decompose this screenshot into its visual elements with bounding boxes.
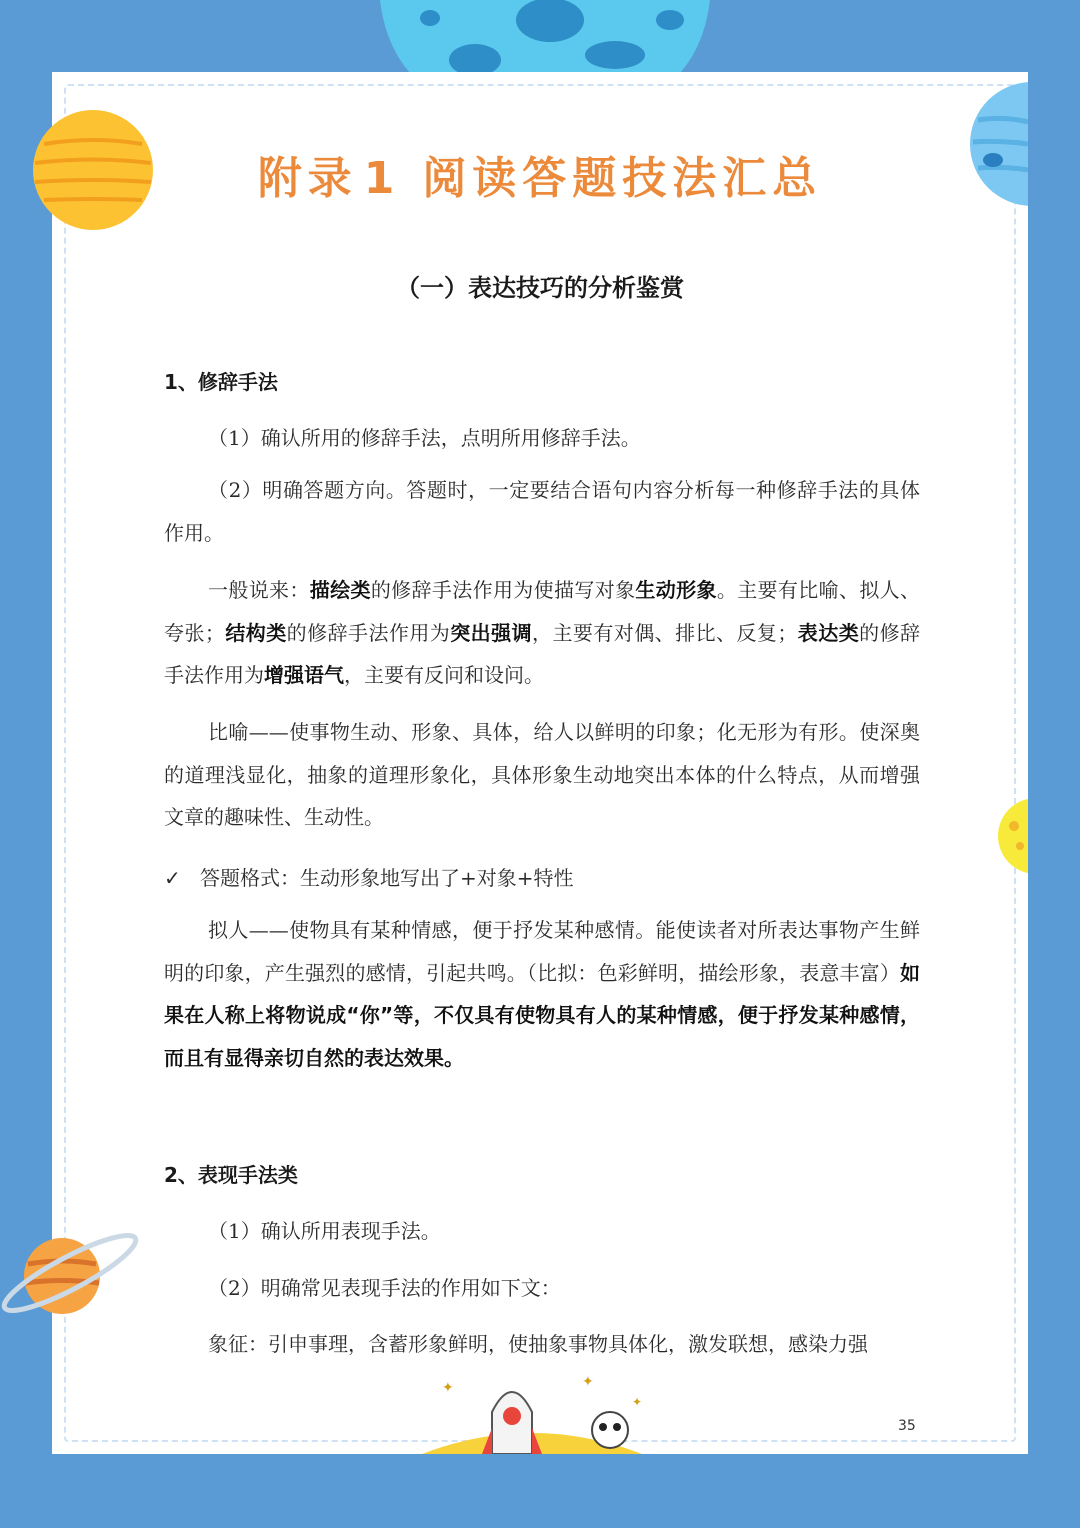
section1-heading: 1、修辞手法	[164, 370, 278, 394]
page-title	[0, 142, 1080, 206]
bold-run: 如果在人称上将物说成“你”等，不仅具有使物具有人的某种情感，便于抒发某种感情，而且有显得亲切自然的表达效果。	[164, 960, 920, 1070]
text-run: 的修辞手法作用为使描写对象	[370, 578, 636, 602]
bold-run: 生动形象	[635, 578, 717, 602]
section2-point1: （1）确认所用表现手法。	[208, 1219, 441, 1243]
checkmark-icon: ✓	[164, 866, 181, 890]
title-prefix: 附录	[257, 153, 358, 204]
bold-run: 突出强调	[450, 620, 533, 645]
text-run: ，主要有对偶、排比、反复；	[532, 620, 798, 645]
section2-heading: 2、表现手法类	[164, 1163, 298, 1187]
answer-format-item	[164, 862, 574, 891]
text-run: 。主要有比喻、拟人、夸张；	[164, 578, 921, 645]
page-number: 35	[898, 1418, 916, 1434]
svg-text:✦: ✦	[442, 1380, 454, 1396]
text-run: 一般说来：	[208, 578, 310, 602]
metaphor-paragraph: 比喻——使事物生动、形象、具体，给人以鲜明的印象；化无形为有形。使深奥的道理浅显化，抽象的道理形象化，具体形象生动地突出本体的什么特点，从而增强文章的趣味性、生动性。	[164, 720, 920, 829]
yellow-moon-icon	[996, 796, 1028, 876]
personification-paragraph	[164, 909, 920, 1079]
text-run: 的修辞手法作用为	[286, 620, 451, 645]
bold-run: 表达类	[797, 620, 860, 645]
section1-point2: （2）明确答题方向。答题时，一定要结合语句内容分析每一种修辞手法的具体作用。	[164, 478, 920, 545]
section-title: （一）表达技巧的分析鉴赏	[396, 274, 684, 302]
text-run: ，主要有反问和设问。	[344, 663, 544, 687]
text-run: 拟人——使物具有某种情感，便于抒发某种感情。能使读者对所表达事物产生鲜明的印象，产生强烈的感情，引起共鸣。（比拟：色彩鲜明，描绘形象，表意丰富）	[164, 918, 920, 985]
answer-format-text: 答题格式：生动形象地写出了+对象+特性	[200, 866, 574, 890]
section1-point1: （1）确认所用的修辞手法，点明所用修辞手法。	[208, 426, 641, 450]
title-text: 阅读答题技法汇总	[422, 153, 823, 204]
rocket-moon-icon	[402, 1372, 672, 1454]
svg-text:✦: ✦	[632, 1395, 643, 1409]
rhetoric-summary	[164, 569, 920, 697]
bold-run: 结构类	[224, 620, 287, 645]
text-run: 的修辞手法作用为	[164, 620, 921, 687]
title-number: 1	[363, 153, 401, 204]
ringed-planet-icon	[0, 1228, 140, 1328]
bold-run: 增强语气	[264, 663, 344, 687]
symbolism-line: 象征：引申事理，含蓄形象鲜明，使抽象事物具体化，激发联想，感染力强	[208, 1332, 868, 1356]
section2-point2: （2）明确常见表现手法的作用如下文：	[208, 1276, 561, 1300]
bold-run: 描绘类	[309, 578, 371, 602]
svg-text:✦: ✦	[582, 1374, 594, 1390]
